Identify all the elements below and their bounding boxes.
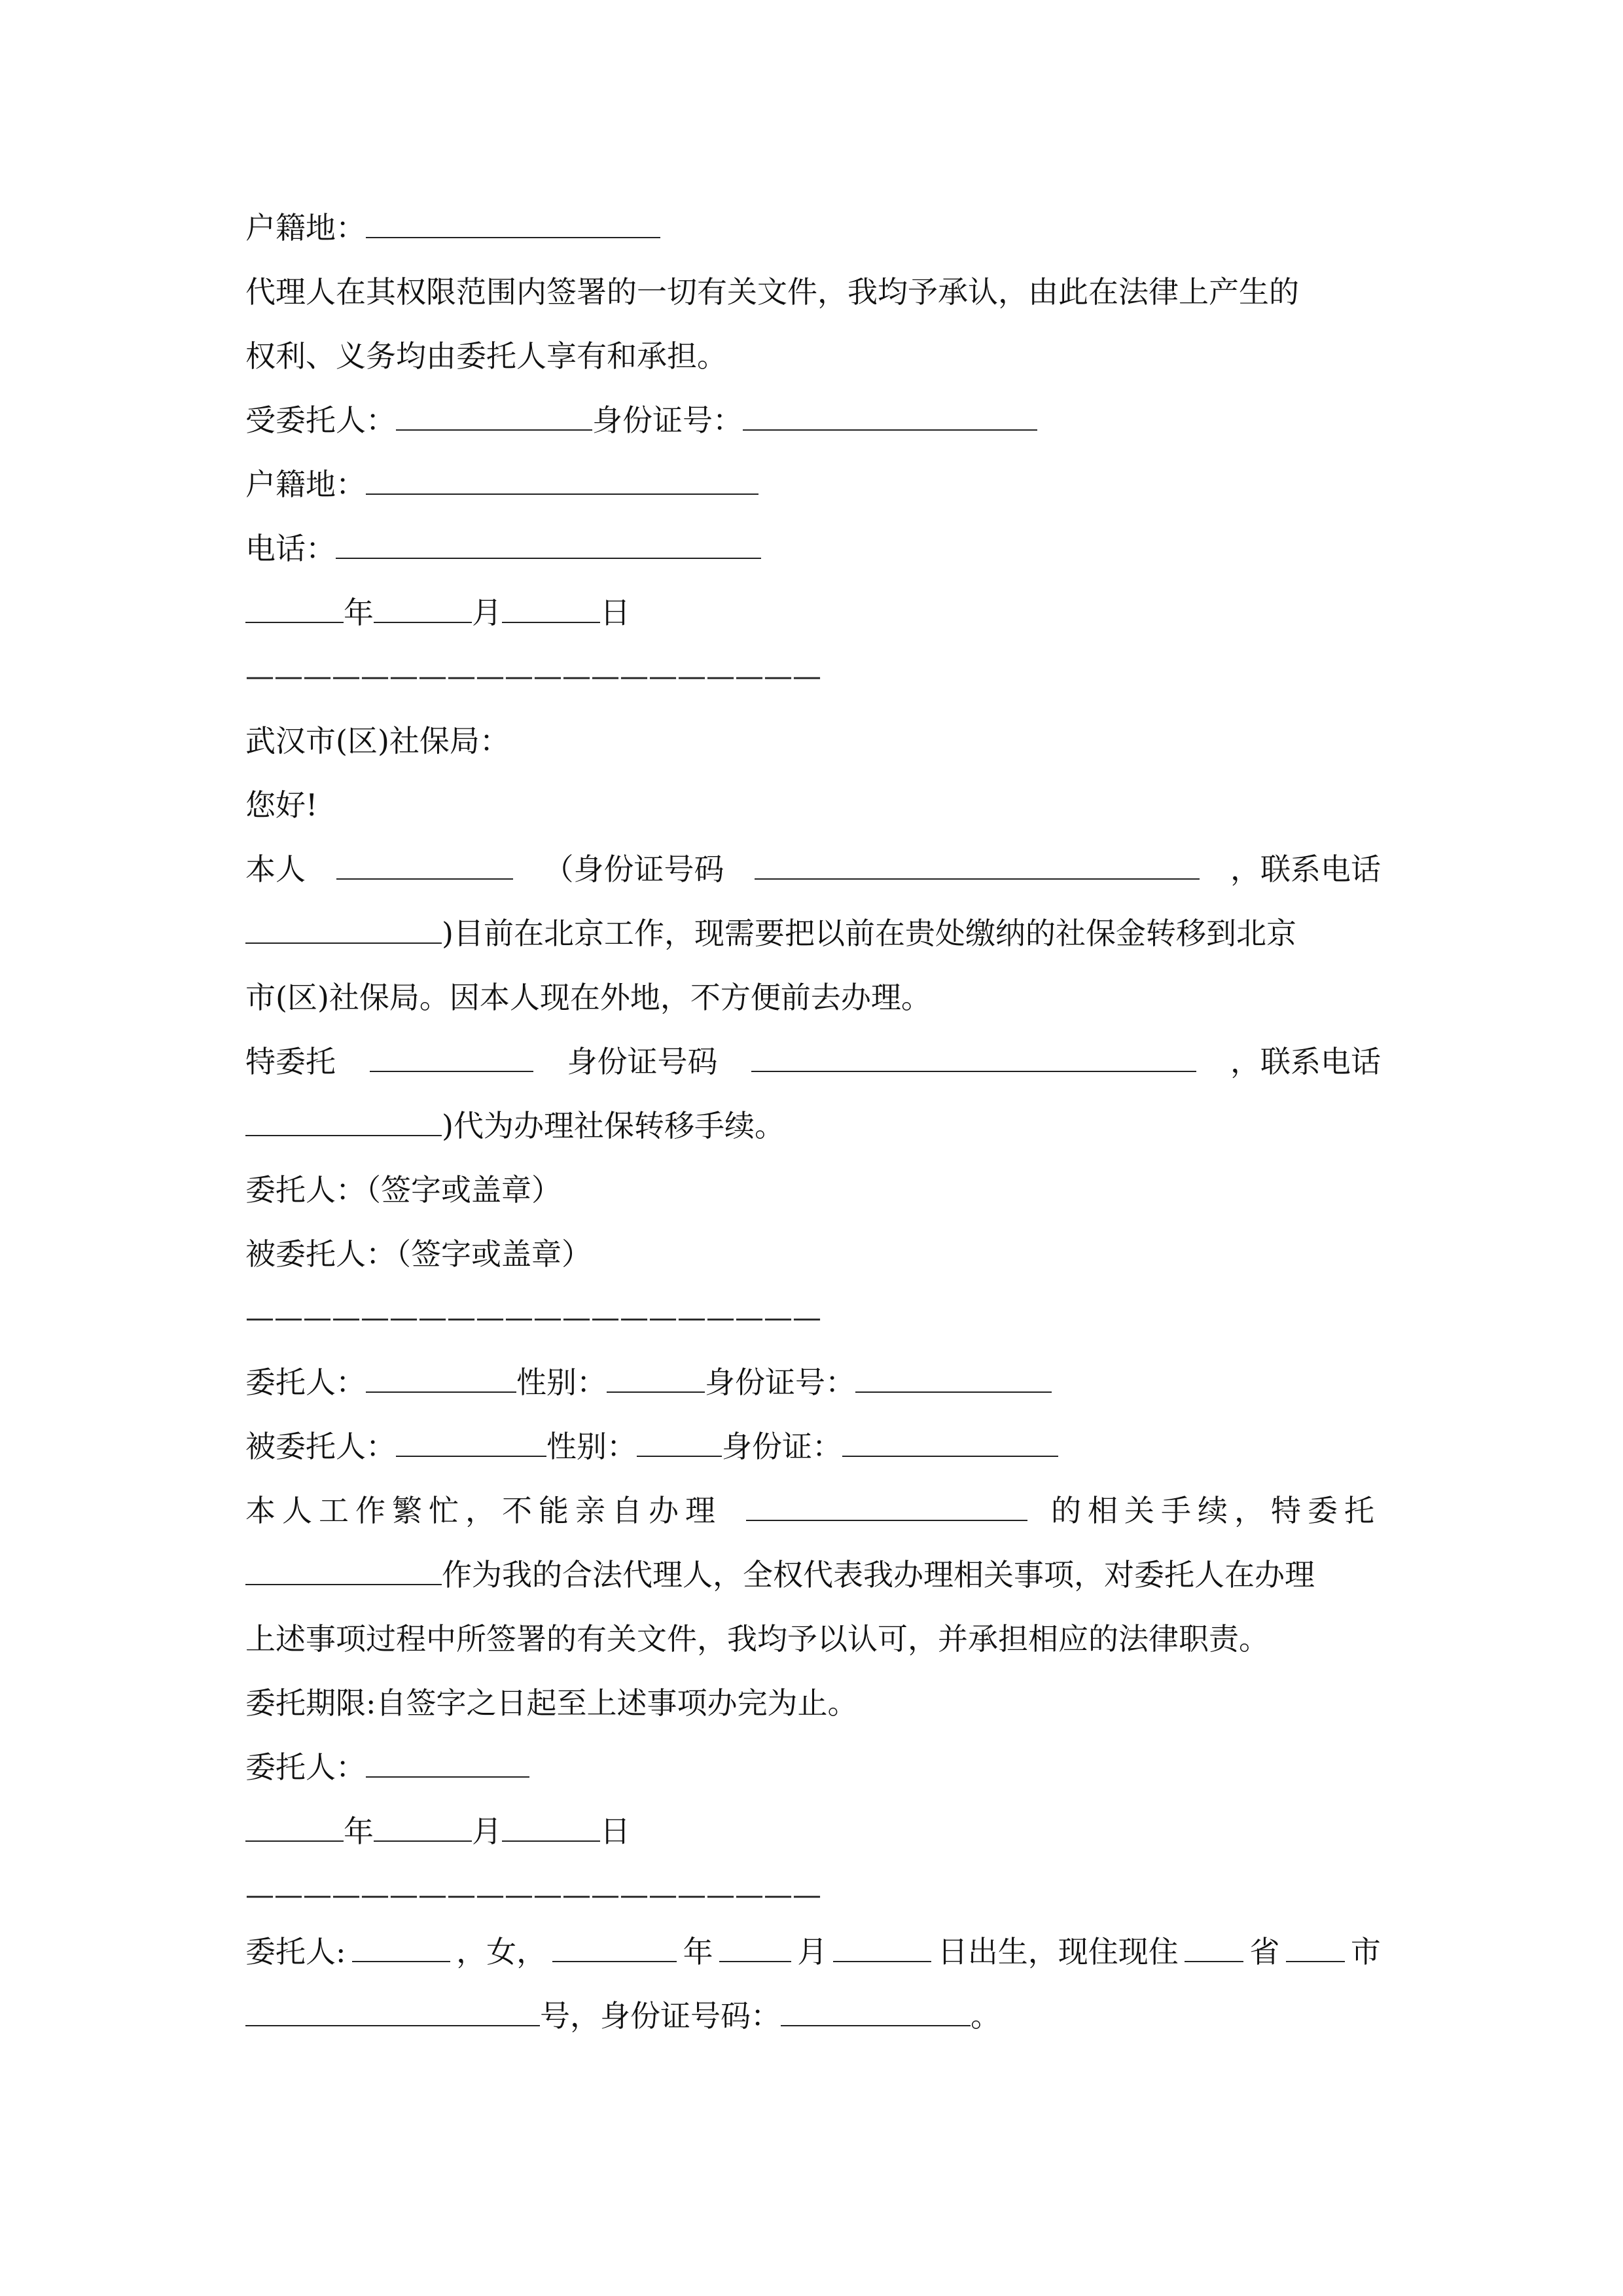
blank-trustee-phone[interactable] [245, 1105, 442, 1136]
line-body-1 [245, 838, 1381, 901]
blank-benren-name[interactable] [336, 848, 513, 880]
label-huji: 户籍地： [245, 210, 366, 245]
label-month-3: 月 [797, 1934, 828, 1969]
blank-agent2-name[interactable] [396, 1426, 546, 1457]
line-agent [245, 389, 1381, 452]
label-agent-2: 被委托人： [245, 1429, 396, 1464]
label-gender: 性别： [516, 1365, 607, 1400]
label-month: 月 [472, 595, 502, 630]
body-text-3: )代为办理社保转移手续。 [442, 1108, 785, 1143]
line-address-id [245, 1984, 1381, 2047]
label-principal-2: 委托人： [245, 1749, 366, 1785]
blank-agent-id[interactable] [743, 399, 1037, 431]
blank-benren-id[interactable] [755, 848, 1200, 880]
blank-day[interactable] [502, 592, 600, 623]
label-city: 市 [1350, 1934, 1381, 1969]
statement-text-1: 代理人在其权限范围内签署的一切有关文件，我均予承认，由此在法律上产生的 [245, 274, 1299, 310]
label-gender-2: 性别： [546, 1429, 637, 1464]
delegation-text-3: 上述事项过程中所签署的有关文件，我均予以认可，并承担相应的法律职责。 [245, 1621, 1269, 1657]
label-id-no: 身份证号码 [567, 1044, 718, 1079]
blank-phone[interactable] [336, 528, 761, 559]
blank-agent2-id[interactable] [842, 1426, 1058, 1457]
sign-principal: 委托人：（签字或盖章） [245, 1172, 562, 1208]
label-agent: 受委托人： [245, 403, 396, 438]
line-principal-birth [245, 1920, 1381, 1983]
label-year: 年 [344, 595, 374, 630]
blank-month[interactable] [374, 592, 472, 623]
blank-year-2[interactable] [245, 1810, 344, 1842]
line-phone [245, 517, 1381, 580]
blank-huji[interactable] [366, 207, 660, 238]
blank-year[interactable] [245, 592, 344, 623]
label-phone-3: ，联系电话 [1230, 1044, 1381, 1079]
line-body-2 [245, 902, 1381, 965]
label-principal-3: 委托人: [245, 1934, 346, 1969]
blank-agent-name[interactable] [396, 399, 592, 431]
label-agent-id: 身份证： [722, 1429, 842, 1464]
label-benren: 本人 [245, 852, 306, 887]
label-id-number: 身份证号： [592, 403, 743, 438]
delegation-text-1a: 本人工作繁忙，不能亲自办理 [245, 1493, 722, 1528]
line-huji-1 [245, 196, 1381, 259]
line-date-2 [245, 1800, 1381, 1863]
label-year-3: 年 [683, 1934, 713, 1969]
line-body-3 [245, 966, 1381, 1029]
label-principal-id: 身份证号： [705, 1365, 855, 1400]
separator-1: ———————————————————— [245, 660, 821, 693]
label-phone: 电话： [245, 531, 336, 566]
blank-principal3-id[interactable] [781, 1995, 971, 2026]
blank-birth-year[interactable] [552, 1931, 677, 1962]
label-month-2: 月 [472, 1814, 502, 1849]
blank-delegate[interactable] [245, 1554, 442, 1585]
line-huji-2 [245, 453, 1381, 516]
line-delegation-2 [245, 1543, 1381, 1606]
blank-principal3-name[interactable] [352, 1931, 450, 1962]
addressee: 武汉市(区)社保局： [245, 723, 510, 759]
blank-province[interactable] [1185, 1931, 1243, 1962]
line-addressee [245, 709, 1381, 772]
line-delegation-1 [245, 1479, 1381, 1542]
blank-matter[interactable] [746, 1490, 1027, 1521]
label-principal: 委托人： [245, 1365, 366, 1400]
label-huji-2: 户籍地： [245, 467, 366, 502]
label-teweituo: 特委托 [245, 1044, 336, 1079]
line-sign-2 [245, 1223, 1381, 1285]
label-day-2: 日 [600, 1814, 630, 1849]
blank-huji-2[interactable] [366, 463, 758, 495]
delegation-text-2: 作为我的合法代理人，全权代表我办理相关事项，对委托人在办理 [442, 1557, 1315, 1592]
line-period [245, 1672, 1381, 1734]
blank-principal-name[interactable] [366, 1361, 516, 1393]
line-body-4 [245, 1030, 1381, 1093]
label-day: 日 [600, 595, 630, 630]
delegation-text-1b: 的相关手续，特委托 [1051, 1493, 1381, 1528]
line-sign-1 [245, 1158, 1381, 1221]
line-principal-sign [245, 1736, 1381, 1799]
sign-agent: 被委托人：（签字或盖章） [245, 1236, 592, 1272]
separator-2: ———————————————————— [245, 1301, 821, 1335]
line-statement-2 [245, 325, 1381, 387]
body-text-1: )目前在北京工作，现需要把以前在贵处缴纳的社保金转移到北京 [442, 916, 1296, 951]
line-delegation-3 [245, 1607, 1381, 1670]
blank-month-2[interactable] [374, 1810, 472, 1842]
label-number-id: 号，身份证号码： [540, 1998, 781, 2034]
line-statement-1 [245, 260, 1381, 323]
blank-trustee-name[interactable] [370, 1041, 533, 1072]
blank-city[interactable] [1286, 1931, 1345, 1962]
blank-principal-id[interactable] [855, 1361, 1052, 1393]
line-greeting [245, 774, 1381, 836]
blank-address[interactable] [245, 1995, 540, 2026]
line-principal-info [245, 1351, 1381, 1414]
blank-birth-month[interactable] [719, 1931, 791, 1962]
label-province: 省 [1249, 1934, 1280, 1969]
label-birth-residence: 日出生，现住现住 [937, 1934, 1179, 1969]
body-text-2: 市(区)社保局。因本人现在外地，不方便前去办理。 [245, 980, 931, 1015]
blank-principal-gender[interactable] [607, 1361, 705, 1393]
label-end: 。 [971, 1998, 1001, 2034]
delegation-period: 委托期限:自签字之日起至上述事项办完为止。 [245, 1685, 858, 1721]
blank-benren-phone[interactable] [245, 912, 442, 944]
label-year-2: 年 [344, 1814, 374, 1849]
blank-day-2[interactable] [502, 1810, 600, 1842]
blank-birth-day[interactable] [833, 1931, 931, 1962]
line-body-5 [245, 1094, 1381, 1157]
statement-text-2: 权利、义务均由委托人享有和承担。 [245, 338, 727, 374]
greeting: 您好! [245, 787, 318, 823]
line-date-1 [245, 581, 1381, 644]
label-female: ，女， [456, 1934, 547, 1969]
blank-trustee-id[interactable] [751, 1041, 1196, 1072]
label-phone-2: ，联系电话 [1230, 852, 1381, 887]
blank-principal-sign[interactable] [366, 1746, 529, 1778]
separator-3: ———————————————————— [245, 1878, 821, 1912]
blank-agent2-gender[interactable] [637, 1426, 722, 1457]
label-id-paren: （身份证号码 [543, 852, 724, 887]
line-agent-info [245, 1415, 1381, 1478]
